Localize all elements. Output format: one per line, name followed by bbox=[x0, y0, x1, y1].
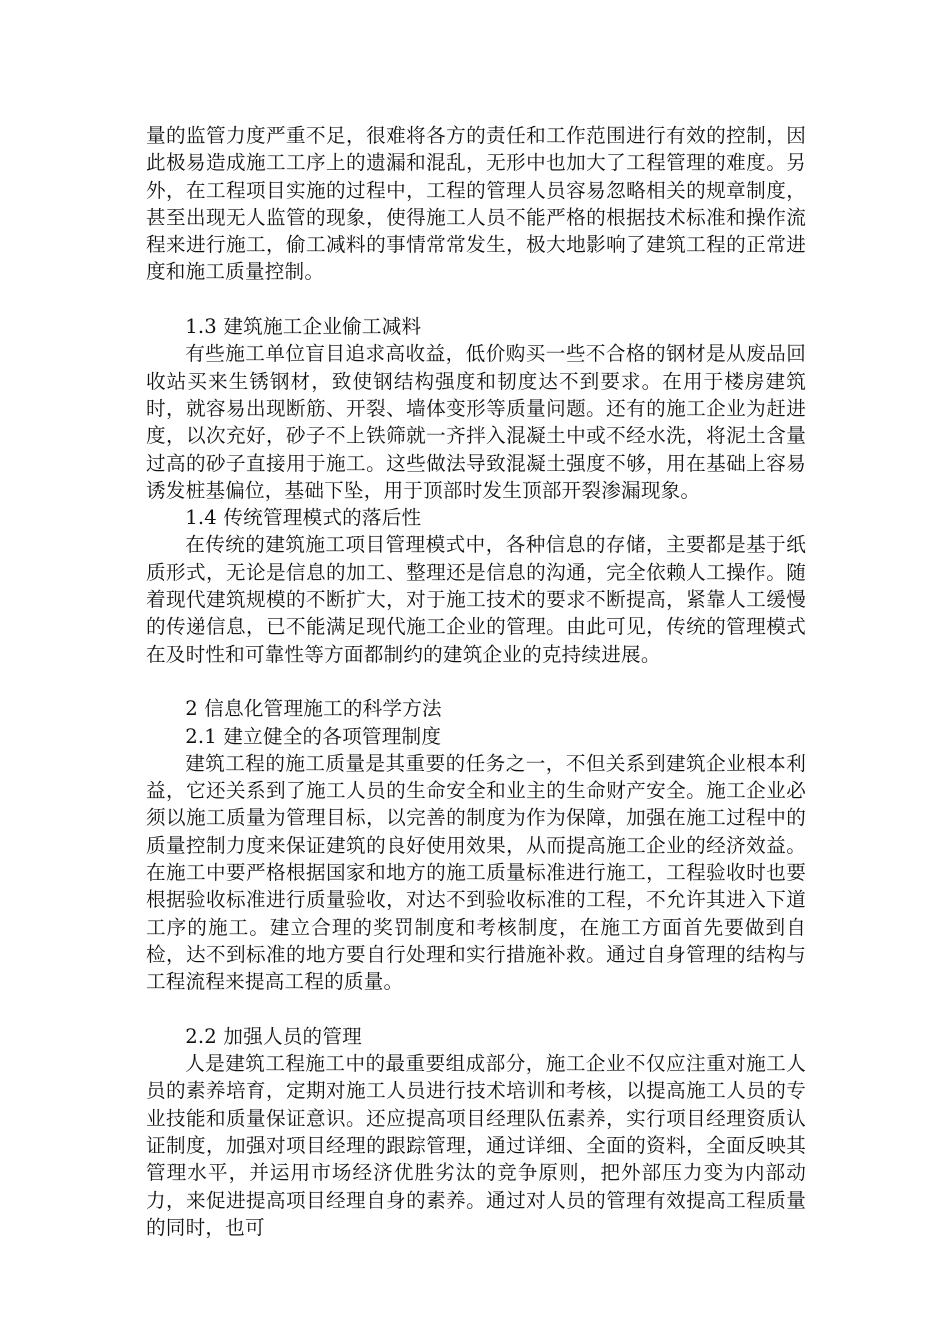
intro-paragraph: 量的监管力度严重不足，很难将各方的责任和工作范围进行有效的控制，因此极易造成施工工序上的遗漏和混乱，无形中也加大了工程管理的难度。另外，在工程项目实施的过程中，工程的管理人员容易忽略相关的规章制度，甚至出现无人监管的现象，使得施工人员不能严格的根据技术标准和操作流程来进行施工，偷工减料的事情常常发生，极大地影响了建筑工程的正常进度和施工质量控制。 bbox=[146, 124, 806, 284]
section-heading-2: 2 信息化管理施工的科学方法 bbox=[185, 697, 442, 721]
paragraph-spacer bbox=[146, 996, 806, 1023]
section-paragraph-1-3: 有些施工单位盲目追求高收益，低价购买一些不合格的钢材是从废品回收站买来生锈钢材，致使钢结构强度和韧度达不到要求。在用于楼房建筑时，就容易出现断筋、开裂、墙体变形等质量问题。还有的施工企业为赶进度，以次充好，砂子不上铁筛就一齐拌入混凝土中或不经水洗，将泥土含量过高的砂子直接用于施工。这些做法导致混凝土强度不够，用在基础上容易诱发桩基偏位，基础下坠，用于顶部时发生顶部开裂渗漏现象。 bbox=[146, 342, 806, 502]
section-heading-1-4: 1.4 传统管理模式的落后性 bbox=[185, 506, 422, 530]
document-body bbox=[146, 122, 806, 1241]
section-paragraph-1-4: 在传统的建筑施工项目管理模式中，各种信息的存储，主要都是基于纸质形式，无论是信息的加工、整理还是信息的沟通，完全依赖人工操作。随着现代建筑规模的不断扩大，对于施工技术的要求不断提高，紧靠人工缓慢的传递信息，已不能满足现代施工企业的管理。由此可见，传统的管理模式在及时性和可靠性等方面都制约的建筑企业的克持续进展。 bbox=[146, 533, 806, 666]
section-heading-1-3: 1.3 建筑施工企业偷工减料 bbox=[185, 315, 422, 339]
section-paragraph-2-2: 人是建筑工程施工中的最重要组成部分，施工企业不仅应注重对施工人员的素养培育，定期对施工人员进行技术培训和考核，以提高施工人员的专业技能和质量保证意识。还应提高项目经理队伍素养，实行项目经理资质认证制度，加强对项目经理的跟踪管理，通过详细、全面的资料，全面反映其管理水平，并运用市场经济优胜劣汰的竞争原则，把外部压力变为内部动力，来促进提高项目经理自身的素养。通过对人员的管理有效提高工程质量的同时，也可 bbox=[146, 1052, 806, 1239]
paragraph-spacer bbox=[146, 668, 806, 695]
section-heading-2-1: 2.1 建立健全的各项管理制度 bbox=[185, 724, 442, 748]
section-paragraph-2-1: 建筑工程的施工质量是其重要的任务之一，不但关系到建筑企业根本利益，它还关系到了施工人员的生命安全和业主的生命财产安全。施工企业必须以施工质量为管理目标，以完善的制度为作为保障，加强在施工过程中的质量控制力度来保证建筑的良好使用效果，从而提高施工企业的经济效益。在施工中要严格根据国家和地方的施工质量标准进行施工，工程验收时也要根据验收标准进行质量验收，对达不到验收标准的工程，不允许其进入下道工序的施工。建立合理的奖罚制度和考核制度，在施工方面首先要做到自检，达不到标准的地方要自行处理和实行措施补救。通过自身管理的结构与工程流程来提高工程的质量。 bbox=[146, 751, 806, 994]
section-heading-2-2: 2.2 加强人员的管理 bbox=[185, 1024, 362, 1048]
paragraph-spacer bbox=[146, 286, 806, 313]
